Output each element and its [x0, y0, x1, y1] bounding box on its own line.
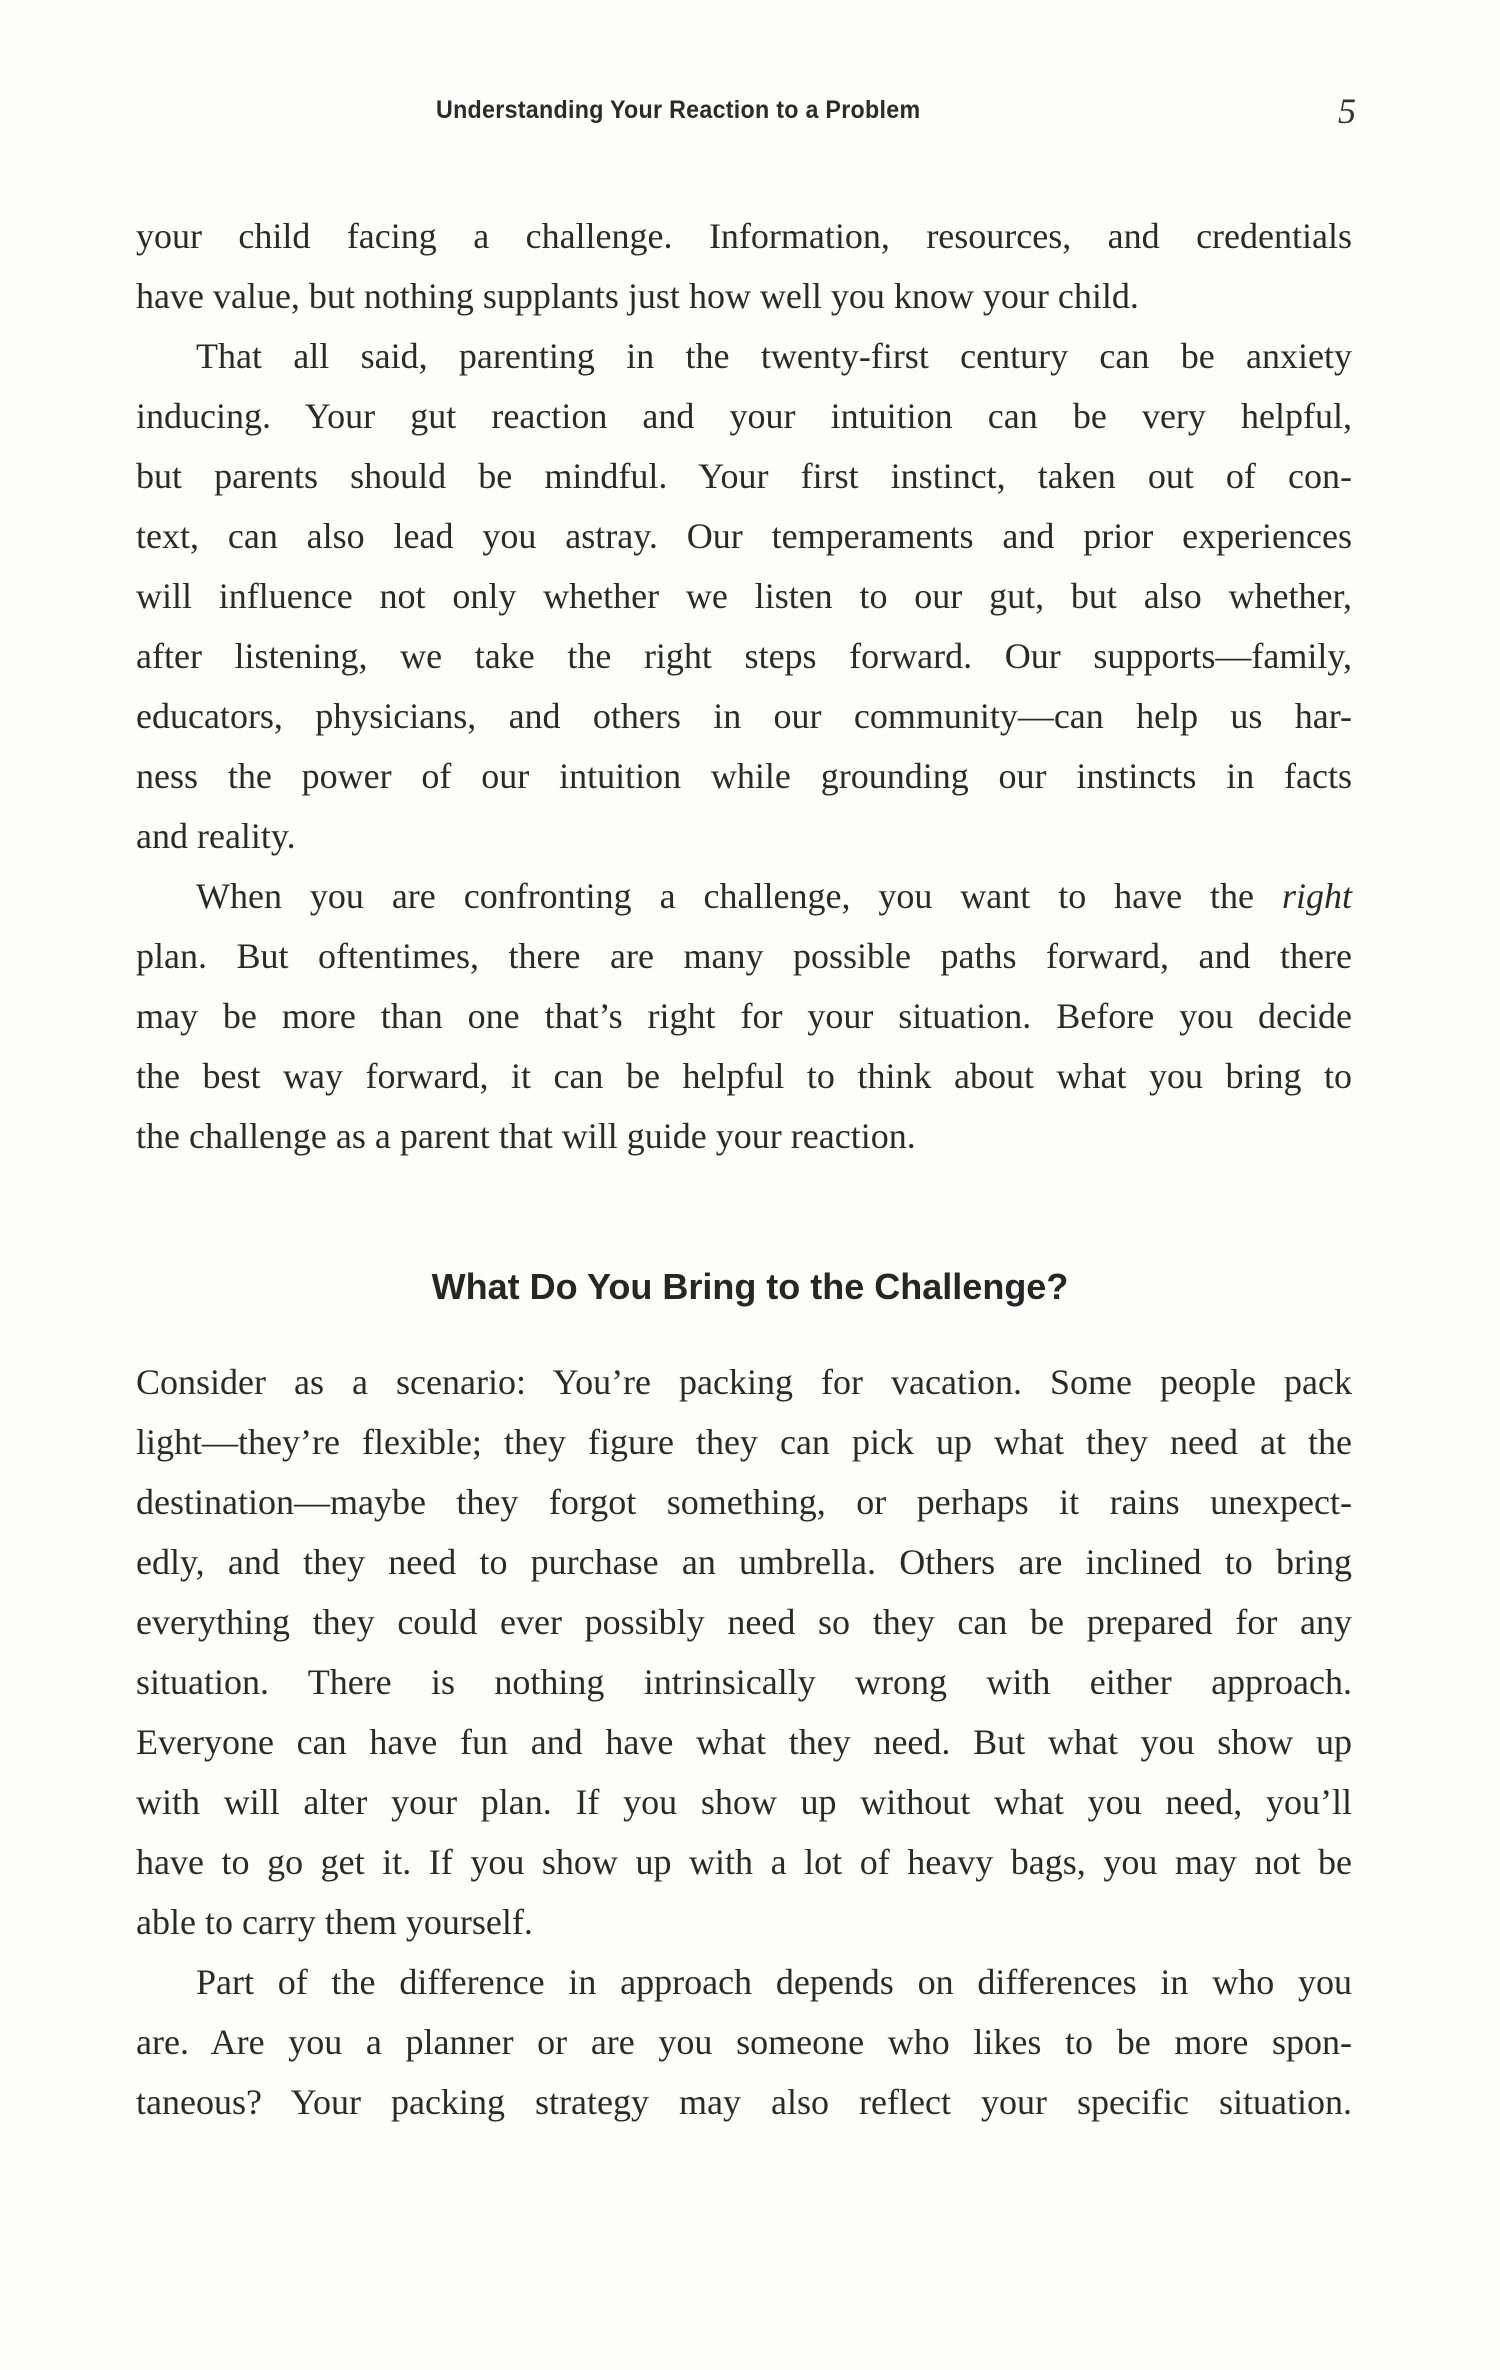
text-line: Everyone can have fun and have what they need. But what you show up	[136, 1722, 1352, 1762]
page-number: 5	[1338, 91, 1356, 131]
text-line: with will alter your plan. If you show up without what you need, you’ll	[136, 1782, 1352, 1822]
text-line: after listening, we take the right steps forward. Our supports—family,	[136, 636, 1352, 676]
text-line: may be more than one that’s right for your situation. Before you decide	[136, 996, 1352, 1036]
text-line: have value, but nothing supplants just how well you know your child.	[136, 276, 1139, 316]
text-line: able to carry them yourself.	[136, 1902, 533, 1942]
emphasis-right: right	[1281, 876, 1352, 916]
running-head	[0, 91, 1500, 136]
text-line: will influence not only whether we listen to our gut, but also whether,	[136, 576, 1352, 616]
text-line: educators, physicians, and others in our community—can help us har-	[136, 696, 1352, 736]
text-line: light—they’re flexible; they figure they can pick up what they need at the	[136, 1422, 1352, 1462]
text-line: Consider as a scenario: You’re packing for vacation. Some people pack	[136, 1362, 1352, 1402]
text-line: inducing. Your gut reaction and your intuition can be very helpful,	[136, 396, 1352, 436]
text-line: That all said, parenting in the twenty-first century can be anxiety	[196, 336, 1352, 376]
text-line: everything they could ever possibly need so they can be prepared for any	[136, 1602, 1352, 1642]
text-line: have to go get it. If you show up with a lot of heavy bags, you may not be	[136, 1842, 1352, 1882]
text-line: the best way forward, it can be helpful to think about what you bring to	[136, 1056, 1352, 1096]
text-span: When you are confronting a challenge, you want to have the	[196, 876, 1282, 916]
text-line: ness the power of our intuition while grounding our instincts in facts	[136, 756, 1352, 796]
text-line: your child facing a challenge. Information, resources, and credentials	[136, 216, 1352, 256]
text-line: edly, and they need to purchase an umbrella. Others are inclined to bring	[136, 1542, 1352, 1582]
text-line: the challenge as a parent that will guide your reaction.	[136, 1116, 916, 1156]
text-line: situation. There is nothing intrinsically wrong with either approach.	[136, 1662, 1352, 1702]
running-head-title: Understanding Your Reaction to a Problem	[436, 96, 921, 124]
text-line: destination—maybe they forgot something, or perhaps it rains unexpect-	[136, 1482, 1352, 1522]
text-line: taneous? Your packing strategy may also reflect your specific situation.	[136, 2082, 1352, 2122]
text-line: Part of the difference in approach depends on differences in who you	[196, 1962, 1352, 2002]
text-line: are. Are you a planner or are you someone who likes to be more spon-	[136, 2022, 1352, 2062]
text-line: text, can also lead you astray. Our temperaments and prior experiences	[136, 516, 1352, 556]
text-line: plan. But oftentimes, there are many possible paths forward, and there	[136, 936, 1352, 976]
section-heading: What Do You Bring to the Challenge?	[431, 1266, 1069, 1307]
text-line: and reality.	[136, 816, 296, 856]
text-line	[196, 874, 1352, 918]
text-line: but parents should be mindful. Your first instinct, taken out of con-	[136, 456, 1352, 496]
